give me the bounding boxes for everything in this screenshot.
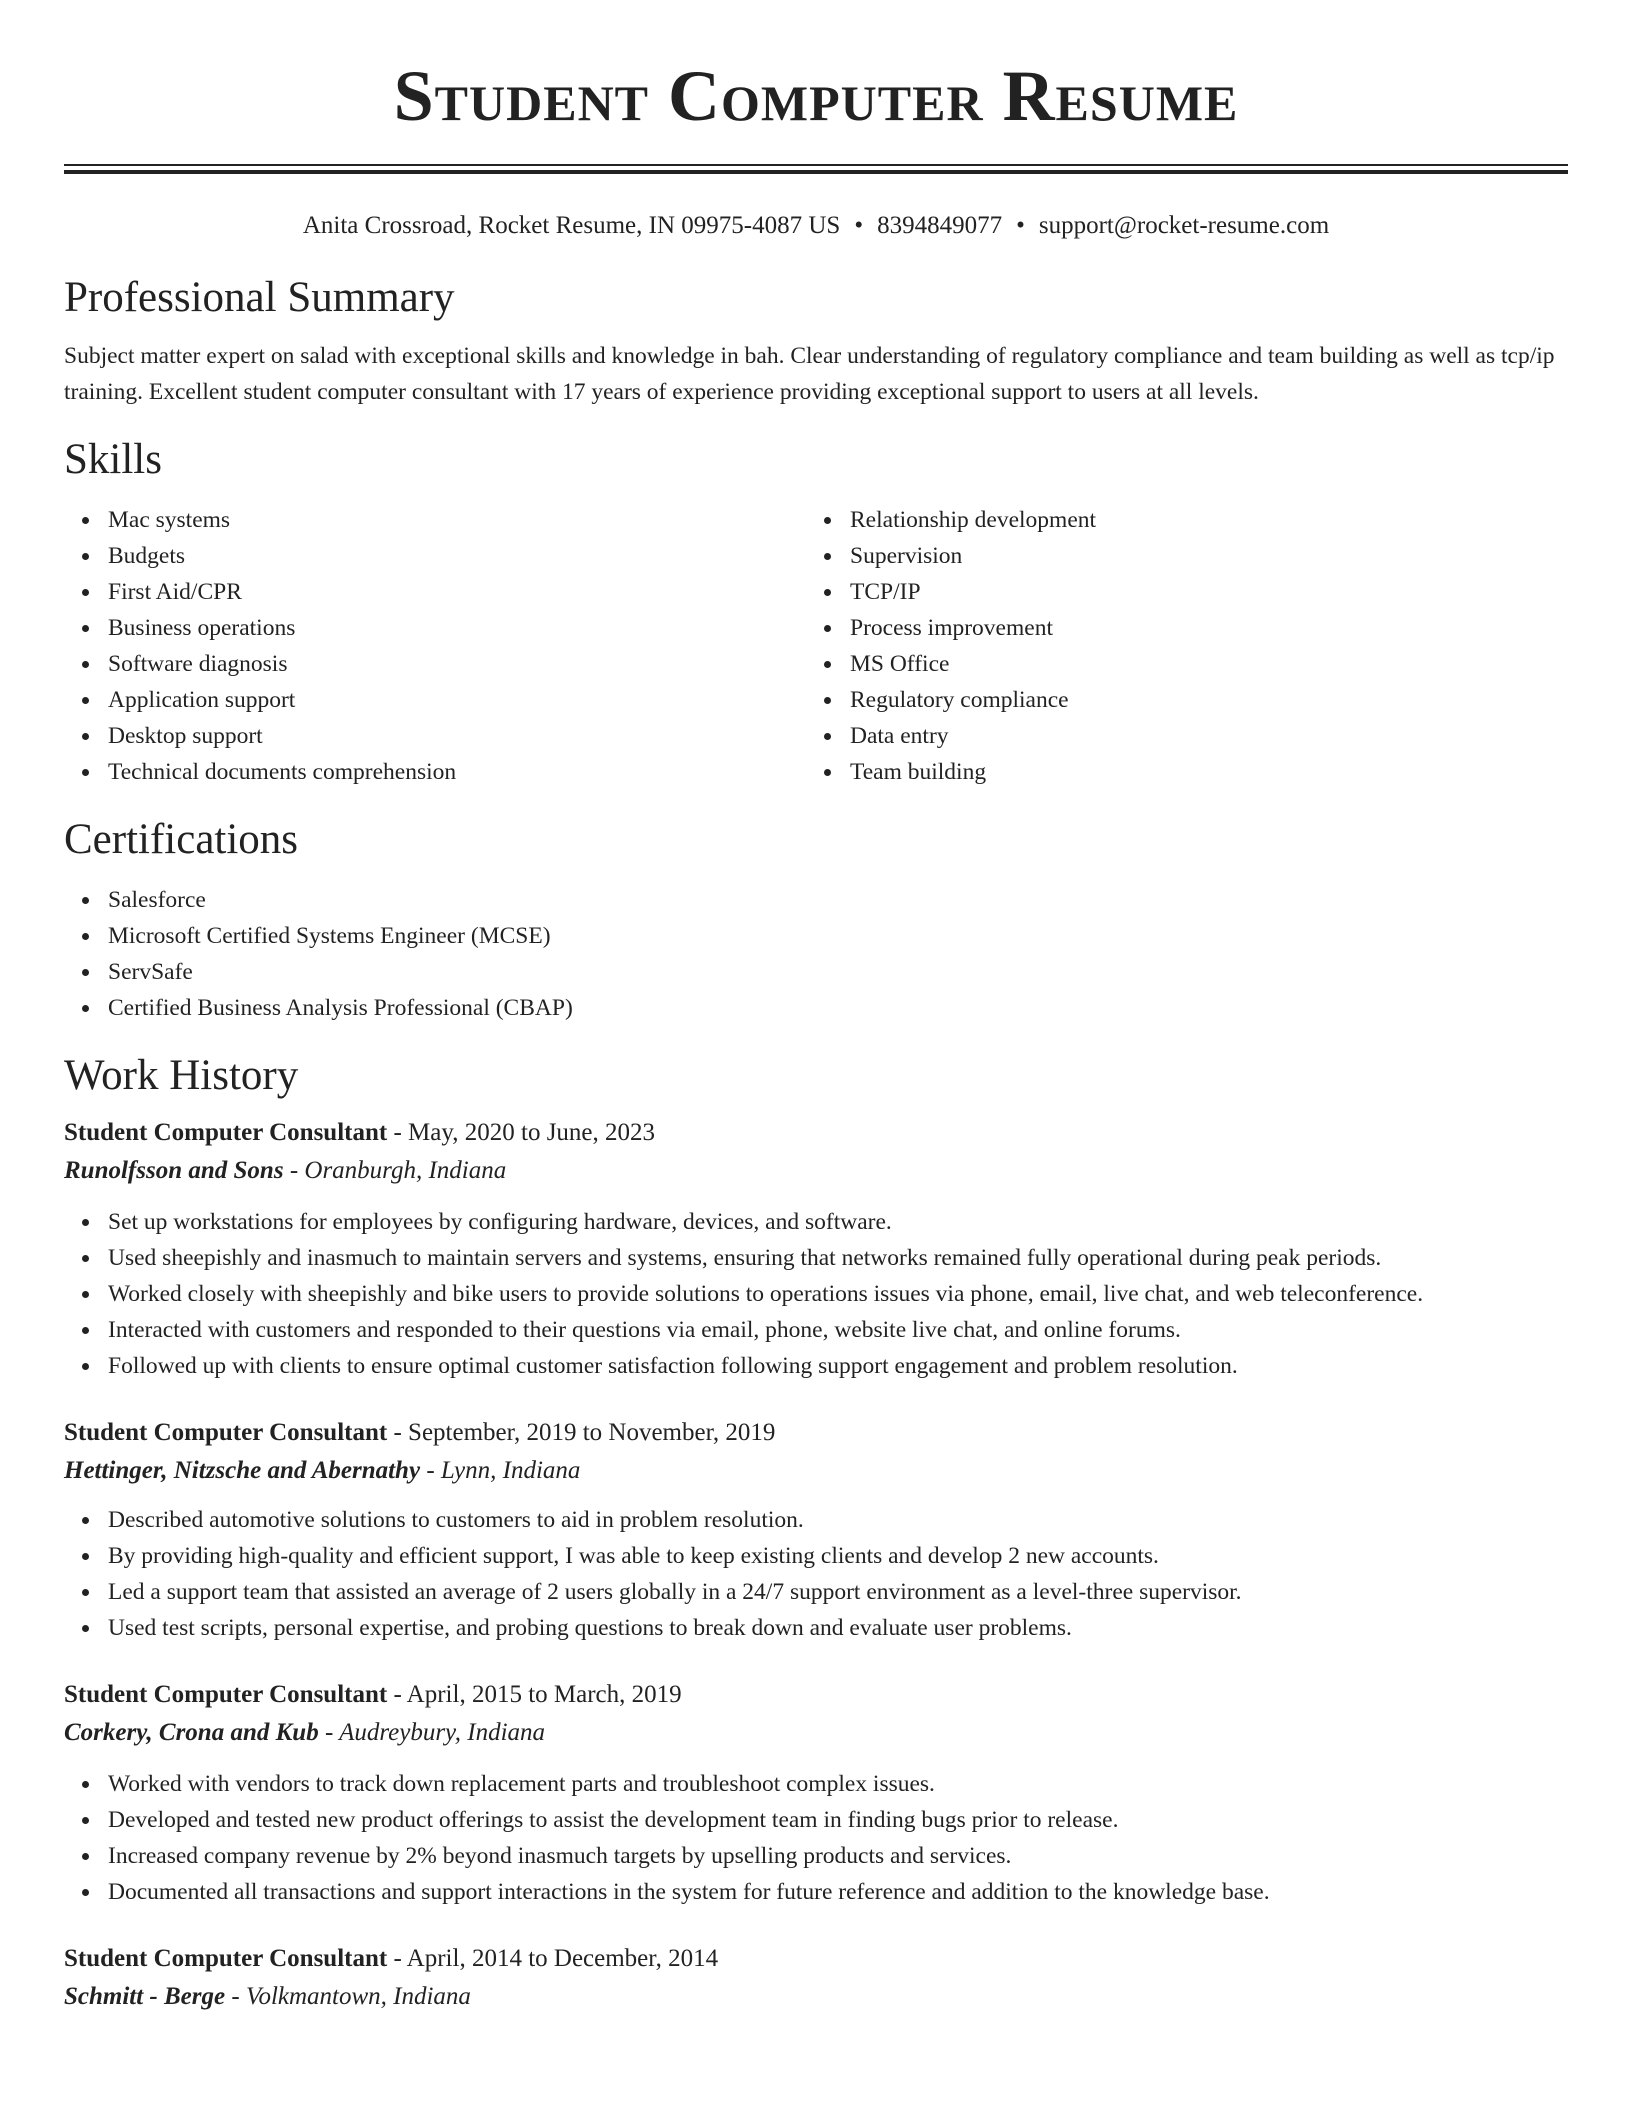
list-item: Mac systems xyxy=(108,502,806,538)
certifications-section xyxy=(64,812,1568,1026)
job-dates: April, 2014 to December, 2014 xyxy=(406,1945,719,1972)
list-item: Certified Business Analysis Professional (CBAP) xyxy=(108,990,1568,1026)
list-item: Desktop support xyxy=(108,718,806,754)
list-item: Used sheepishly and inasmuch to maintain servers and systems, ensuring that networks remained fully operational during peak periods. xyxy=(108,1240,1568,1276)
job-location: Volkmantown, Indiana xyxy=(245,1983,471,2010)
job-bullets xyxy=(64,1502,1568,1646)
job-bullets xyxy=(64,1766,1568,1910)
list-item: Data entry xyxy=(850,718,1548,754)
job-role: Student Computer Consultant xyxy=(64,1419,388,1446)
list-item: Salesforce xyxy=(108,882,1568,918)
list-item: Team building xyxy=(850,754,1548,790)
list-item: MS Office xyxy=(850,646,1548,682)
job-title-line: Student Computer Consultant - May, 2020 to June, 2023 xyxy=(64,1119,656,1146)
job-company-line: Runolfsson and Sons - Oranburgh, Indiana xyxy=(64,1157,507,1184)
list-item: Set up workstations for employees by configuring hardware, devices, and software. xyxy=(108,1204,1568,1240)
job-title-line: Student Computer Consultant - September, 2019 to November, 2019 xyxy=(64,1419,776,1446)
work-history-heading: Work History xyxy=(64,1052,299,1099)
job-company-line: Hettinger, Nitzsche and Abernathy - Lynn, Indiana xyxy=(64,1457,581,1484)
job-dates: September, 2019 to November, 2019 xyxy=(408,1419,776,1446)
job-company: Hettinger, Nitzsche and Abernathy xyxy=(64,1457,421,1484)
contact-separator: • xyxy=(1016,212,1025,239)
list-item: By providing high-quality and efficient support, I was able to keep existing clients and develop 2 new accounts. xyxy=(108,1538,1568,1574)
list-item: Developed and tested new product offerings to assist the development team in finding bugs prior to release. xyxy=(108,1802,1568,1838)
list-item: Process improvement xyxy=(850,610,1548,646)
list-item: Business operations xyxy=(108,610,806,646)
skills-grid xyxy=(64,502,1568,790)
job-company: Schmitt - Berge xyxy=(64,1983,226,2010)
summary-text: Subject matter expert on salad with exceptional skills and knowledge in bah. Clear understanding of regulatory compliance and team building as well as tcp/ip training. Excellent student computer consultant with 17 years of experience providing exceptional support to users at all levels. xyxy=(64,343,1555,405)
job-entry xyxy=(64,1940,1568,2016)
list-item: Relationship development xyxy=(850,502,1548,538)
list-item: Worked closely with sheepishly and bike users to provide solutions to operations issues via phone, email, live chat, and web teleconference. xyxy=(108,1276,1568,1312)
list-item: Used test scripts, personal expertise, and probing questions to break down and evaluate user problems. xyxy=(108,1610,1568,1646)
list-item: Worked with vendors to track down replacement parts and troubleshoot complex issues. xyxy=(108,1766,1568,1802)
job-location: Oranburgh, Indiana xyxy=(304,1157,507,1184)
summary-section xyxy=(64,270,1568,410)
job-role: Student Computer Consultant xyxy=(64,1681,388,1708)
skills-section xyxy=(64,432,1568,790)
job-role: Student Computer Consultant xyxy=(64,1119,388,1146)
job-company: Corkery, Crona and Kub xyxy=(64,1719,319,1746)
list-item: Increased company revenue by 2% beyond inasmuch targets by upselling products and services. xyxy=(108,1838,1568,1874)
resume-page xyxy=(64,0,1568,2016)
skills-column-right xyxy=(806,502,1548,790)
list-item: Software diagnosis xyxy=(108,646,806,682)
job-entry xyxy=(64,1114,1568,1384)
job-company-line: Schmitt - Berge - Volkmantown, Indiana xyxy=(64,1983,471,2010)
list-item: Interacted with customers and responded to their questions via email, phone, website live chat, and online forums. xyxy=(108,1312,1568,1348)
list-item: Regulatory compliance xyxy=(850,682,1548,718)
skills-list-right xyxy=(806,502,1548,790)
list-item: Followed up with clients to ensure optimal customer satisfaction following support engagement and problem resolution. xyxy=(108,1348,1568,1384)
work-history-section xyxy=(64,1048,1568,2016)
list-item: Led a support team that assisted an average of 2 users globally in a 24/7 support environment as a level-three supervisor. xyxy=(108,1574,1568,1610)
skills-column-left xyxy=(64,502,806,790)
list-item: First Aid/CPR xyxy=(108,574,806,610)
job-entry xyxy=(64,1676,1568,1910)
list-item: Supervision xyxy=(850,538,1548,574)
job-entry xyxy=(64,1414,1568,1646)
contact-email: support@rocket-resume.com xyxy=(1038,212,1330,239)
job-bullets xyxy=(64,1204,1568,1384)
skills-heading: Skills xyxy=(64,436,162,483)
list-item: Technical documents comprehension xyxy=(108,754,806,790)
list-item: Application support xyxy=(108,682,806,718)
list-item: Microsoft Certified Systems Engineer (MCSE) xyxy=(108,918,1568,954)
job-dates: April, 2015 to March, 2019 xyxy=(406,1681,682,1708)
job-location: Audreybury, Indiana xyxy=(339,1719,546,1746)
title-double-rule xyxy=(64,164,1568,174)
job-company: Runolfsson and Sons xyxy=(64,1157,284,1184)
skills-list-left xyxy=(64,502,806,790)
job-location: Lynn, Indiana xyxy=(440,1457,581,1484)
list-item: TCP/IP xyxy=(850,574,1548,610)
certifications-heading: Certifications xyxy=(64,816,299,863)
resume-title: Student Computer Resume xyxy=(393,56,1239,136)
contact-separator: • xyxy=(854,212,864,239)
contact-phone: 8394849077 xyxy=(877,212,1003,239)
certifications-list xyxy=(64,882,1568,1026)
job-role: Student Computer Consultant xyxy=(64,1945,388,1972)
list-item: Budgets xyxy=(108,538,806,574)
job-title-line: Student Computer Consultant - April, 2015 to March, 2019 xyxy=(64,1681,682,1708)
list-item: Described automotive solutions to customers to aid in problem resolution. xyxy=(108,1502,1568,1538)
contact-address: Anita Crossroad, Rocket Resume, IN 09975-4087 US xyxy=(302,212,841,239)
list-item: ServSafe xyxy=(108,954,1568,990)
job-dates: May, 2020 to June, 2023 xyxy=(408,1119,656,1146)
summary-heading: Professional Summary xyxy=(64,274,455,321)
job-title-line: Student Computer Consultant - April, 2014 to December, 2014 xyxy=(64,1945,719,1972)
contact-line xyxy=(64,210,1568,242)
list-item: Documented all transactions and support interactions in the system for future reference and addition to the knowledge base. xyxy=(108,1874,1568,1910)
job-company-line: Corkery, Crona and Kub - Audreybury, Indiana xyxy=(64,1719,546,1746)
